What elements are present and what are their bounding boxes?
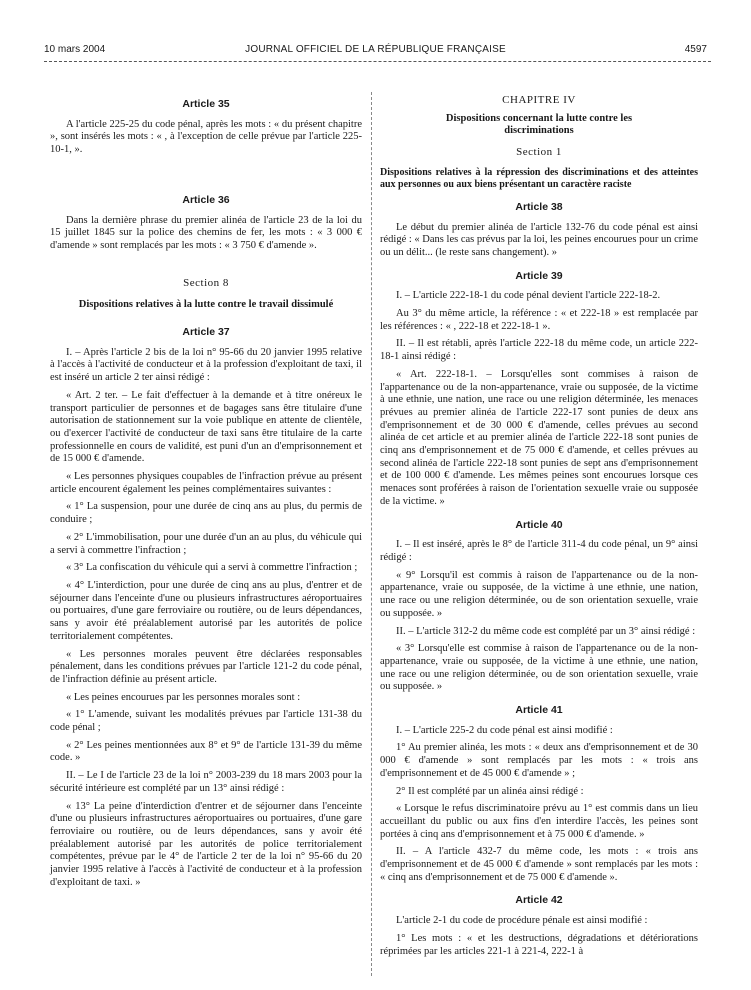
section-8-title: Dispositions relatives à la lutte contre le travail dissimulé	[78, 299, 334, 311]
left-column	[50, 88, 362, 894]
article-39-para: « Art. 222-18-1. – Lorsqu'elles sont commises à raison de l'appartenance ou de la non-appartenance, vraie ou supposée, de la victime à une ethnie, une nation, une race ou une religion déterminée, les menaces prévues au premier alinéa de l'article 222-17 sont punies de deux ans d'emprisonnement et de 30 000 € d'amende, celles prévues au second alinéa de cet article et au premier alinéa de l'article 222-18 sont punies de cinq ans d'emprisonnement et de 75 000 € d'amende, et celles prévues au second alinéa de l'article 222-18 sont punies de sept ans d'emprisonnement et de 100 000 € d'amende. Les mêmes peines sont encourues lorsque ces menaces sont proférées à raison de l'orientation sexuelle vraie ou supposée de la victime. »	[380, 368, 698, 507]
journal-title: JOURNAL OFFICIEL DE LA RÉPUBLIQUE FRANÇAISE	[245, 44, 506, 55]
article-41-para: II. – A l'article 432-7 du même code, les mots : « trois ans d'emprisonnement et de 45 000 € d'amende » sont remplacés par les mots : « cinq ans d'emprisonnement et de 75 000 € d'amende ».	[380, 846, 698, 883]
article-41-para: I. – L'article 225-2 du code pénal est ainsi modifié :	[396, 724, 613, 736]
article-39-para: II. – Il est rétabli, après l'article 222-18 du même code, un article 222-18-1 ainsi rédigé :	[380, 338, 698, 363]
article-37-para: « 13° La peine d'interdiction d'entrer et de séjourner dans l'enceinte d'une ou plusieurs infrastructures aéroportuaires ou portuaires, d'une gare ferroviaire ou routière, ou de leurs dépendances, sans y avoir été préalablement autorisé par les autorités de police territorialement compétentes, prévue par le 4° de l'article 2 ter de la loi n° 95-66 du 20 janvier 1995 relative à l'accès à l'activité de conducteur et à la profession d'exploitant de taxi. »	[50, 800, 362, 888]
article-38-text: Le début du premier alinéa de l'article 132-76 du code pénal est ainsi rédigé : « Dans les cas prévus par la loi, les peines encourues pour un crime ou un délit... (le reste sans changement). »	[380, 221, 698, 258]
article-39-para: I. – L'article 222-18-1 du code pénal devient l'article 222-18-2.	[396, 290, 661, 302]
article-40-para: I. – Il est inséré, après le 8° de l'article 311-4 du code pénal, un 9° ainsi rédigé :	[380, 539, 698, 563]
section-1-title: Dispositions relatives à la répression des discriminations et des atteintes aux personnes ou aux biens présentant un caractère raciste	[380, 166, 698, 190]
article-37-para: « 1° La suspension, pour une durée de cinq ans au plus, du permis de conduire ;	[50, 501, 362, 526]
article-37-para: « 4° L'interdiction, pour une durée de cinq ans au plus, d'entrer et de séjourner dans l'enceinte d'une ou plusieurs infrastructures aéroportuaires ou portuaires, d'une gare ferroviaire ou routière, ou de leurs dépendances, sans y avoir été préalablement autorisé par les autorités de police territorialement compétentes.	[50, 579, 362, 642]
article-41-para: « Lorsque le refus discriminatoire prévu au 1° est commis dans un lieu accueillant du public ou aux fins d'en interdire l'accès, les peines sont portées à cinq ans d'emprisonnement et à 75 000 € d'amende. »	[380, 803, 698, 840]
section-8-heading: Section 8	[183, 276, 229, 289]
article-37-para: « Les personnes morales peuvent être déclarées responsables pénalement, dans les conditions prévues par l'article 121-2 du code pénal, de l'infraction définie au présent article.	[50, 648, 362, 685]
article-37-para: « Les peines encourues par les personnes morales sont :	[66, 691, 301, 703]
right-column	[380, 88, 698, 963]
article-37-para: « 3° La confiscation du véhicule qui a servi à commettre l'infraction ;	[66, 562, 358, 574]
article-42-para: L'article 2-1 du code de procédure pénale est ainsi modifié :	[396, 915, 648, 927]
article-39-title: Article 39	[515, 269, 563, 282]
page-header	[40, 44, 711, 60]
article-38-title: Article 38	[515, 200, 563, 213]
article-40-title: Article 40	[515, 518, 563, 531]
article-40-para: « 3° Lorsqu'elle est commise à raison de l'appartenance ou de la non-appartenance, vraie ou supposée, de la victime à une ethnie, une nation, une race ou une religion déterminée, ou de son orientation sexuelle, vraie ou supposée. »	[380, 643, 698, 693]
article-35-title: Article 35	[182, 98, 230, 110]
article-37-para: « Les personnes physiques coupables de l'infraction prévue au présent article encourent également les peines complémentaires suivantes :	[50, 471, 362, 495]
article-42-para: 1° Les mots : « et les destructions, dégradations et détériorations réprimées par les articles 221-1 à 221-4, 222-1 à	[380, 932, 698, 957]
article-36-text: Dans la dernière phrase du premier alinéa de l'article 23 de la loi du 15 juillet 1845 sur la police des chemins de fer, les mots : « 3 000 € d'amende » sont remplacés par les mots : « 3 750 € d'amende ».	[50, 214, 362, 251]
article-37-para: I. – Après l'article 2 bis de la loi n° 95-66 du 20 janvier 1995 relative à l'accès à l'activité de conducteur et à la profession d'exploitant de taxi, il est inséré un article 2 ter ainsi rédigé :	[50, 346, 362, 384]
article-37-para: « 2° Les peines mentionnées aux 8° et 9° de l'article 131-39 du même code. »	[50, 739, 362, 764]
article-37-para: « 1° L'amende, suivant les modalités prévues par l'article 131-38 du code pénal ;	[50, 709, 362, 734]
article-37-para: « 2° L'immobilisation, pour une durée d'un an au plus, du véhicule qui a servi à commettre l'infraction ;	[50, 531, 362, 556]
article-37-para: II. – Le I de l'article 23 de la loi n° 2003-239 du 18 mars 2003 pour la sécurité intérieure est complété par un 13° ainsi rédigé :	[50, 770, 362, 794]
column-divider	[371, 92, 372, 976]
header-date: 10 mars 2004	[44, 44, 106, 55]
article-40-para: II. – L'article 312-2 du même code est complété par un 3° ainsi rédigé :	[396, 625, 696, 637]
article-36-title: Article 36	[182, 193, 230, 206]
article-37-title: Article 37	[182, 326, 230, 339]
section-1-heading: Section 1	[516, 146, 562, 159]
article-37-para: « Art. 2 ter. – Le fait d'effectuer à la demande et à titre onéreux le transport particulier de personnes et de bagages sans être titulaire d'une autorisation de stationnement sur la voie publique en attente de clientèle, ou d'exercer l'activité de conducteur de taxi sans être titulaire de la carte professionnelle en cours de validité, est puni d'un an d'emprisonnement et de 15 000 € d'amende.	[50, 389, 362, 465]
chapter-title: Dispositions concernant la lutte contre les discriminations	[445, 112, 633, 137]
chapter-heading: CHAPITRE IV	[502, 94, 576, 106]
article-40-para: « 9° Lorsqu'il est commis à raison de l'appartenance ou de la non-appartenance, vraie ou supposée, de la victime à une ethnie, une nation, une race ou une religion déterminée, ou de son orientation sexuelle, vraie ou supposée. »	[380, 569, 698, 619]
page-number: 4597	[684, 44, 707, 55]
article-41-para: 1° Au premier alinéa, les mots : « deux ans d'emprisonnement et de 30 000 € d'amende » sont remplacés par les mots : « trois ans d'emprisonnement et de 45 000 € d'amende » ;	[380, 742, 698, 779]
article-41-para: 2° Il est complété par un alinéa ainsi rédigé :	[396, 785, 584, 797]
article-41-title: Article 41	[515, 704, 563, 717]
header-rule	[44, 61, 711, 62]
article-42-title: Article 42	[515, 894, 563, 907]
article-39-para: Au 3° du même article, la référence : « et 222-18 » est remplacée par les références : « , 222-18 et 222-18-1 ».	[380, 308, 698, 332]
article-35-text: A l'article 225-25 du code pénal, après les mots : « du présent chapitre », sont insérés les mots : « , à l'exception de celle prévue par l'article 225-10-1, ».	[50, 118, 362, 156]
